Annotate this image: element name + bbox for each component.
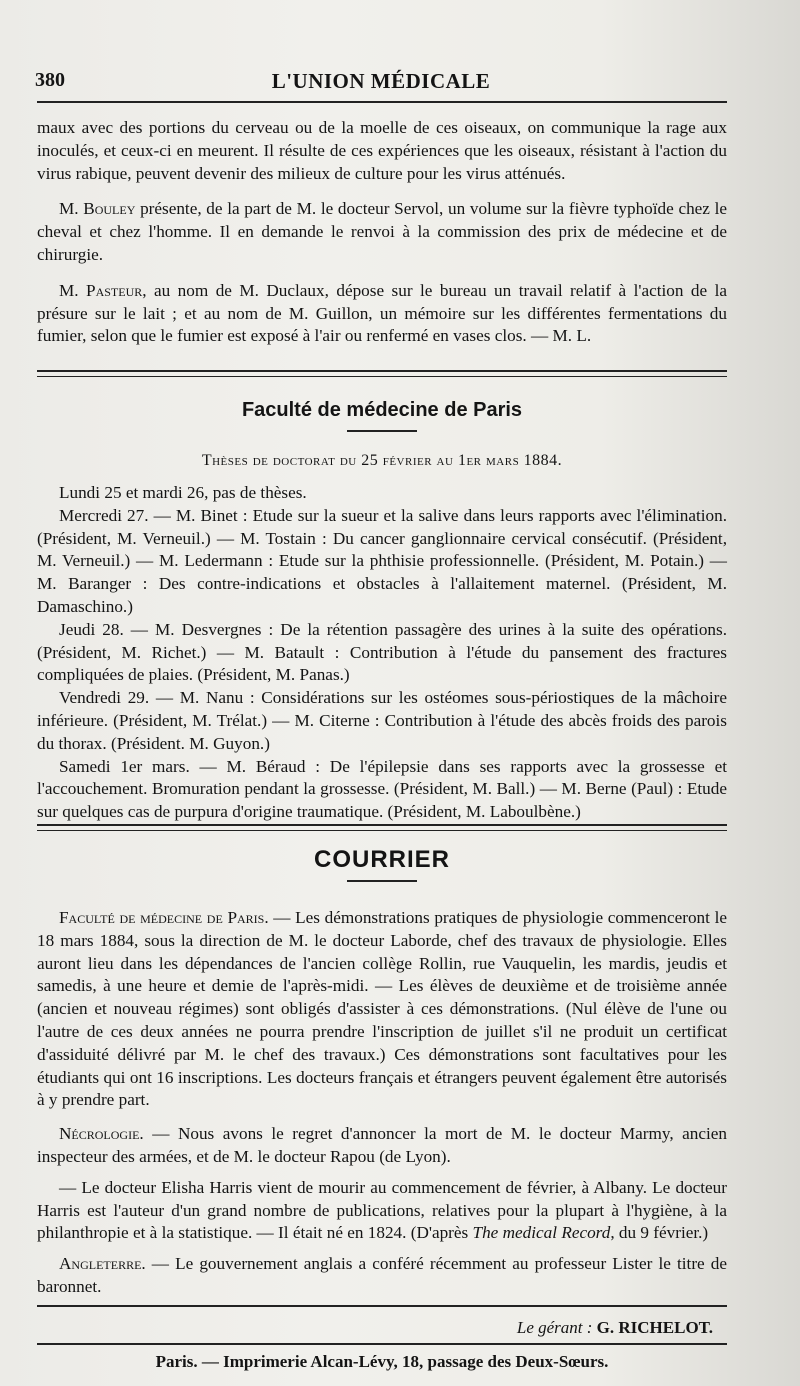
section-rule	[37, 370, 727, 372]
thesis-entry: Samedi 1er mars. — M. Béraud : De l'épilepsie dans ses rapports avec la grossesse et l'accouchement. Bromuration pendant la grossesse. (Président, M. Ball.) — M. Berne (Paul) : Etude sur quelques cas de purpura d'origine traumatique. (Président, M. Laboulbène.)	[37, 756, 727, 822]
signature-label: Le gérant :	[516, 1318, 593, 1337]
academy-paragraph	[37, 198, 727, 266]
section-title: Faculté de médecine de Paris	[241, 399, 523, 421]
printer-line: Paris. — Imprimerie Alcan-Lévy, 18, passage des Deux-Sœurs.	[155, 1352, 609, 1371]
faculte-section	[37, 399, 727, 824]
paragraph-text: , du 9 février.)	[610, 1223, 709, 1243]
paragraph-text: — Le gouvernement anglais a conféré récemment au professeur Lister le titre de baronnet.	[37, 1254, 727, 1296]
academy-paragraph: maux avec des portions du cerveau ou de la moelle de ces oiseaux, on communique la rage aux inoculés, et ceux-ci en meurent. Il résulte de ces expériences que les oiseaux, résistant à l'action du virus rabique, peuvent devenir des milieux de culture pour les virus atténués.	[37, 118, 727, 183]
section-subtitle: Thèses de doctorat du 25 février au 1er mars 1884.	[201, 452, 563, 469]
news-lead: Faculté de médecine de Paris.	[59, 908, 269, 927]
page-header	[35, 66, 727, 100]
paragraph-text: — Nous avons le regret d'annoncer la mort de M. le docteur Marmy, ancien inspecteur des armées, et de M. le docteur Rapou (de Lyon).	[37, 1124, 727, 1166]
section-rule-thin	[37, 830, 727, 831]
signature	[37, 1318, 727, 1338]
section-rule-thin	[37, 376, 727, 377]
imprint	[37, 1352, 727, 1372]
running-title: L'UNION MÉDICALE	[271, 69, 491, 93]
signature-name: G. RICHELOT.	[592, 1318, 713, 1337]
journal-title: The medical Record	[472, 1223, 611, 1243]
news-paragraph	[37, 1177, 727, 1245]
section-title: COURRIER	[313, 846, 450, 873]
header-rule	[37, 101, 727, 103]
speaker-name: M. Pasteur	[59, 280, 143, 300]
academy-paragraph	[37, 280, 727, 348]
news-paragraph	[37, 907, 727, 1112]
section-rule	[37, 824, 727, 826]
page-number: 380	[35, 69, 65, 91]
footer-rule	[37, 1305, 727, 1307]
title-underline	[347, 880, 417, 882]
paragraph-text: , au nom de M. Duclaux, dépose sur le bureau un travail relatif à l'action de la présure sur le lait ; et au nom de M. Guillon, un mémoire sur les différentes fermentations du fumier, selon que le fumier est exposé à l'air ou renfermé en vases clos. — M. L.	[37, 280, 727, 346]
news-lead: Nécrologie.	[59, 1124, 144, 1144]
thesis-entry: Vendredi 29. — M. Nanu : Considérations sur les ostéomes sous-périostiques de la mâchoire inférieure. (Président, M. Trélat.) — M. Citerne : Contribution à l'étude des abcès froids des parois du thorax. (Président. M. Guyon.)	[37, 688, 727, 753]
thesis-entry: Lundi 25 et mardi 26, pas de thèses.	[59, 483, 307, 502]
speaker-name: M. Bouley	[59, 199, 136, 219]
paragraph-text: présente, de la part de M. le docteur Servol, un volume sur la fièvre typhoïde chez le cheval et chez l'homme. Il en demande le renvoi à la commission des prix de médecine et de chirurgie.	[37, 199, 728, 264]
paragraph-text: — Le docteur Elisha Harris vient de mourir au commencement de février, à Albany. Le docteur Harris est l'auteur d'un grand nombre de publications, relatives pour la plupart à l'hygiène, à la philanthropie et à la statistique. — Il était né en 1824. (D'après	[37, 1177, 727, 1243]
news-paragraph	[37, 1253, 727, 1299]
courrier-section	[37, 846, 727, 1299]
thesis-list	[37, 482, 727, 824]
footer	[37, 1318, 727, 1338]
paragraph-text: — Les démonstrations pratiques de physiologie commenceront le 18 mars 1884, sous la direction de M. le docteur Laborde, chef des travaux de physiologie. Elles auront lieu dans les dépendances de l'ancien collège Rollin, rue Vauquelin, les mardis, jeudis et samedis, à une heure et demie de l'après-midi. — Les élèves de deuxième et de troisième année (ancien et nouveau régimes) sont obligés d'assister à ces démonstrations. (Nul élève de l'une ou l'autre de ces deux années ne pourra prendre l'inscription de juillet s'il ne produit un certificat d'assiduité délivré par M. le chef des travaux.) Ces démonstrations sont facultatives pour les étudiants qui ont 16 inscriptions. Les docteurs français et étrangers peuvent également être autorisés à y prendre part.	[37, 908, 727, 1110]
title-underline	[347, 430, 417, 432]
news-paragraph	[37, 1123, 727, 1169]
news-lead: Angleterre.	[59, 1254, 146, 1274]
thesis-entry: Mercredi 27. — M. Binet : Etude sur la sueur et la salive dans leurs rapports avec l'élimination. (Président, M. Verneuil.) — M. Tostain : Du cancer ganglionnaire cervical consécutif. (Président, M. Verneuil.) — M. Ledermann : Etude sur la phthisie professionnelle. (Président, M. Potain.) — M. Baranger : Des contre-indications et obstacles à l'allaitement maternel. (Président, M. Damaschino.)	[37, 505, 727, 616]
academy-section	[37, 117, 727, 348]
footer-rule	[37, 1343, 727, 1345]
thesis-entry: Jeudi 28. — M. Desvergnes : De la rétention passagère des urines à la suite des opérations. (Président, M. Richet.) — M. Batault : Contribution à l'étude du pansement des fractures compliquées de plaies. (Président, M. Panas.)	[37, 619, 727, 685]
